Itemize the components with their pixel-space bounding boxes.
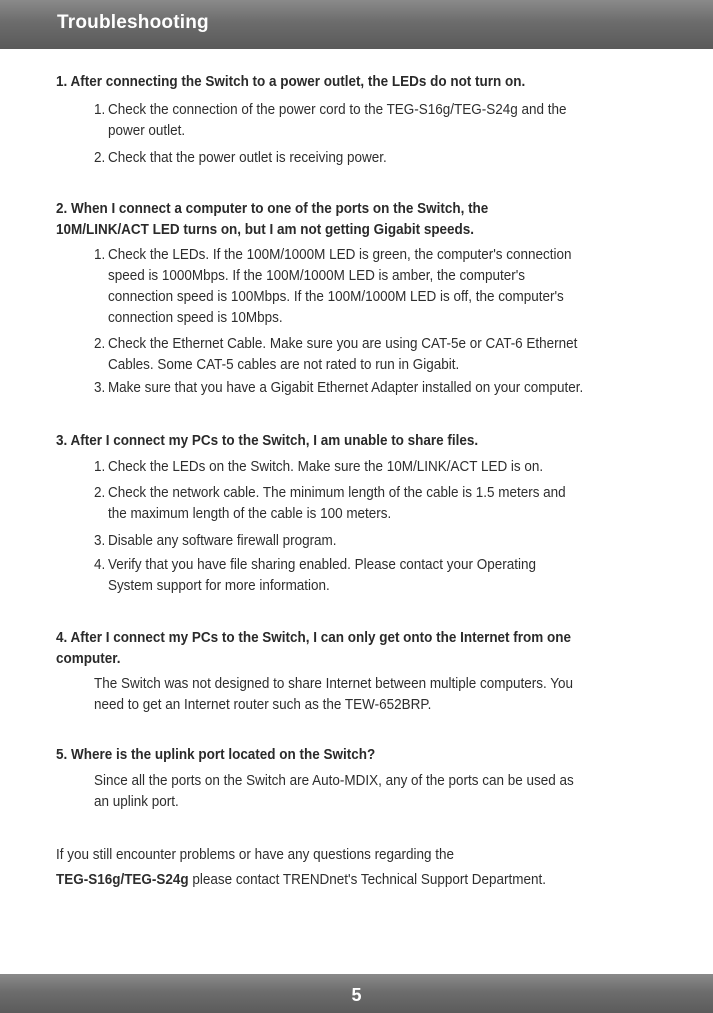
support-note-line-2 [56, 870, 651, 891]
item-number: 2. [94, 150, 106, 166]
item-number: 1. [94, 247, 106, 263]
answer-line: an uplink port. [94, 794, 179, 810]
item-number: 3. [94, 380, 106, 396]
item-number: 4. [94, 557, 106, 573]
item-line: System support for more information. [107, 578, 330, 594]
item-line: speed is 1000Mbps. If the 100M/1000M LED is amber, the computer's [107, 268, 526, 284]
answer-5 [94, 771, 652, 813]
answer-line: need to get an Internet router such as the TEW-652BRP. [94, 697, 432, 713]
item-line: Check the connection of the power cord to the TEG-S16g/TEG-S24g and the [107, 102, 567, 118]
question-1: 1. After connecting the Switch to a power outlet, the LEDs do not turn on. [56, 74, 526, 90]
item-line: Check the LEDs. If the 100M/1000M LED is green, the computer's connection [107, 247, 572, 263]
item-number: 2. [94, 485, 106, 501]
item-line: Verify that you have file sharing enabled. Please contact your Operating [107, 557, 536, 573]
item-number: 1. [94, 102, 106, 118]
support-note-rest: please contact TRENDnet's Technical Support Department. [188, 872, 547, 888]
question-2 [56, 199, 633, 241]
page-number: 5 [351, 985, 362, 1005]
item-line: power outlet. [107, 123, 186, 139]
question-line: 2. When I connect a computer to one of the ports on the Switch, the [56, 201, 489, 217]
question-4 [56, 628, 633, 670]
item-number: 3. [94, 533, 106, 549]
item-line: Check that the power outlet is receiving power. [107, 150, 387, 166]
question-line: 4. After I connect my PCs to the Switch, I can only get onto the Internet from one [56, 630, 571, 646]
question-5: 5. Where is the uplink port located on the Switch? [56, 747, 376, 763]
support-note [56, 845, 651, 891]
answer-4 [94, 674, 652, 716]
item-line: Check the LEDs on the Switch. Make sure the 10M/LINK/ACT LED is on. [107, 459, 544, 475]
question-line: 10M/LINK/ACT LED turns on, but I am not getting Gigabit speeds. [56, 222, 475, 238]
item-line: Make sure that you have a Gigabit Ethernet Adapter installed on your computer. [107, 380, 584, 396]
question-line: computer. [56, 651, 121, 667]
support-note-line-1: If you still encounter problems or have any questions regarding the [56, 847, 455, 863]
item-line: connection speed is 10Mbps. [107, 310, 283, 326]
item-line: connection speed is 100Mbps. If the 100M/1000M LED is off, the computer's [107, 289, 564, 305]
answer-line: Since all the ports on the Switch are Auto-MDIX, any of the ports can be used as [94, 773, 574, 789]
item-line: Disable any software firewall program. [107, 533, 337, 549]
item-line: the maximum length of the cable is 100 meters. [107, 506, 392, 522]
item-number: 2. [94, 336, 106, 352]
page-title: Troubleshooting [57, 12, 209, 33]
item-line: Cables. Some CAT-5 cables are not rated to run in Gigabit. [107, 357, 460, 373]
model-name: TEG-S16g/TEG-S24g [56, 872, 189, 888]
item-line: Check the Ethernet Cable. Make sure you are using CAT-5e or CAT-6 Ethernet [107, 336, 578, 352]
answer-line: The Switch was not designed to share Internet between multiple computers. You [94, 676, 574, 692]
item-line: Check the network cable. The minimum length of the cable is 1.5 meters and [107, 485, 566, 501]
question-3: 3. After I connect my PCs to the Switch, I am unable to share files. [56, 433, 479, 449]
item-number: 1. [94, 459, 106, 475]
